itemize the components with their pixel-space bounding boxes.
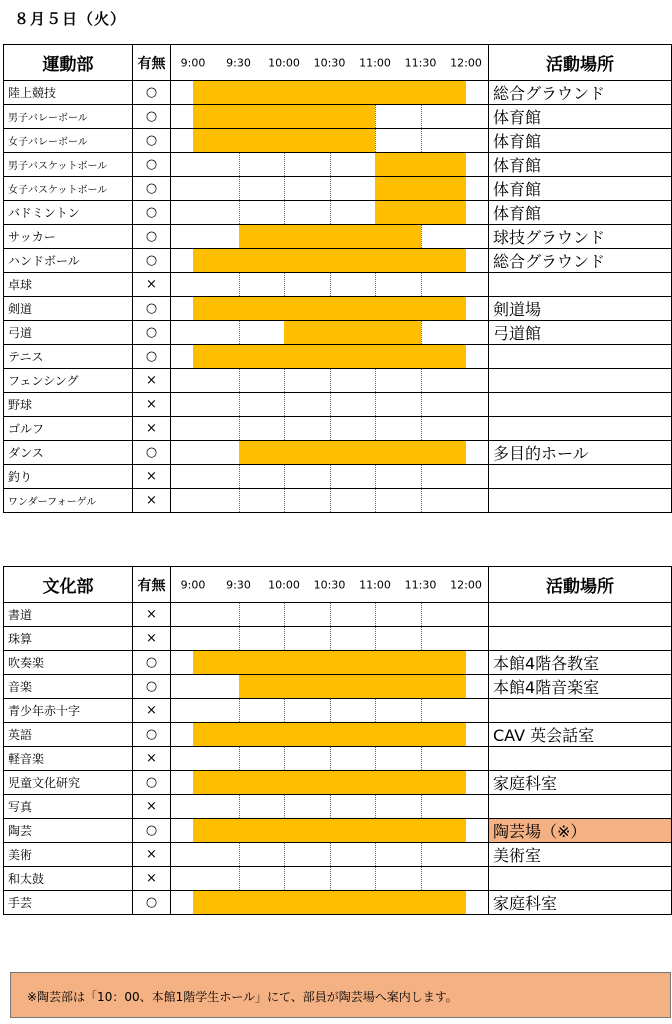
club-name: 卓球 [4, 273, 133, 297]
club-name: 音楽 [4, 675, 133, 699]
activity-time-bar [193, 723, 466, 746]
time-grid-line [330, 795, 331, 818]
time-grid-line [239, 273, 240, 296]
time-bar-cell [171, 891, 489, 915]
activity-place [489, 795, 672, 819]
activity-place [489, 627, 672, 651]
activity-status: ○ [133, 249, 171, 273]
activity-status: × [133, 747, 171, 771]
club-name: 剣道 [4, 297, 133, 321]
time-grid-line [239, 177, 240, 200]
time-grid-line [421, 627, 422, 650]
club-name: 野球 [4, 393, 133, 417]
activity-status: ○ [133, 675, 171, 699]
activity-place: 剣道場 [489, 297, 672, 321]
time-grid-line [421, 393, 422, 416]
table-row [4, 105, 672, 129]
time-grid-line [375, 369, 376, 392]
time-grid-line [421, 795, 422, 818]
time-grid-line [239, 369, 240, 392]
time-grid-line [239, 489, 240, 512]
time-grid-line [330, 153, 331, 176]
time-bar-cell [171, 129, 489, 153]
time-grid-line [284, 465, 285, 488]
activity-time-bar [239, 225, 421, 248]
activity-status: ○ [133, 321, 171, 345]
club-name: 美術 [4, 843, 133, 867]
activity-place: 体育館 [489, 201, 672, 225]
ceramics-note: ※陶芸部は「10：00、本館1階学生ホール」にて、部員が陶芸場へ案内します。 [10, 972, 671, 1018]
time-grid-line [284, 177, 285, 200]
sports-time-tick: 10:30 [313, 56, 346, 69]
activity-place: 体育館 [489, 105, 672, 129]
time-grid-line [421, 273, 422, 296]
culture-yn-header: 有無 [133, 567, 171, 603]
table-row [4, 297, 672, 321]
activity-status: ○ [133, 81, 171, 105]
time-bar-cell [171, 393, 489, 417]
club-name: 写真 [4, 795, 133, 819]
sports-time-tick: 10:00 [268, 56, 300, 69]
time-bar-cell [171, 795, 489, 819]
activity-place: 本館4階音楽室 [489, 675, 672, 699]
activity-place [489, 465, 672, 489]
club-name: 女子バレーボール [4, 129, 133, 153]
activity-status: ○ [133, 723, 171, 747]
time-grid-line [421, 225, 422, 248]
time-grid-line [421, 489, 422, 512]
activity-place: 本館4階各教室 [489, 651, 672, 675]
activity-place: 家庭科室 [489, 891, 672, 915]
activity-status: ○ [133, 891, 171, 915]
activity-status: × [133, 795, 171, 819]
activity-status: ○ [133, 297, 171, 321]
activity-place: CAV 英会話室 [489, 723, 672, 747]
sports-schedule-table [3, 44, 672, 513]
activity-place [489, 393, 672, 417]
activity-status: ○ [133, 129, 171, 153]
time-grid-line [239, 747, 240, 770]
activity-time-bar [239, 675, 467, 698]
time-bar-cell [171, 249, 489, 273]
table-row [4, 603, 672, 627]
time-grid-line [375, 417, 376, 440]
activity-status: × [133, 843, 171, 867]
time-grid-line [421, 747, 422, 770]
time-bar-cell [171, 603, 489, 627]
time-grid-line [330, 843, 331, 866]
activity-place: 家庭科室 [489, 771, 672, 795]
club-name: ダンス [4, 441, 133, 465]
table-row [4, 675, 672, 699]
time-grid-line [239, 867, 240, 890]
table-row [4, 867, 672, 891]
activity-time-bar [193, 81, 466, 104]
table-row [4, 345, 672, 369]
club-name: 軽音楽 [4, 747, 133, 771]
activity-time-bar [193, 105, 375, 128]
time-bar-cell [171, 273, 489, 297]
time-bar-cell [171, 627, 489, 651]
activity-time-bar [375, 153, 466, 176]
table-row [4, 441, 672, 465]
table-row [4, 129, 672, 153]
activity-time-bar [193, 651, 466, 674]
activity-place: 総合グラウンド [489, 249, 672, 273]
club-name: ハンドボール [4, 249, 133, 273]
time-bar-cell [171, 819, 489, 843]
activity-time-bar [239, 441, 467, 464]
club-name: 手芸 [4, 891, 133, 915]
time-bar-cell [171, 675, 489, 699]
time-bar-cell [171, 489, 489, 513]
sports-time-tick: 11:00 [359, 56, 391, 69]
activity-place: 多目的ホール [489, 441, 672, 465]
time-grid-line [284, 867, 285, 890]
time-grid-line [421, 369, 422, 392]
time-bar-cell [171, 225, 489, 249]
time-grid-line [421, 321, 422, 344]
activity-place: 球技グラウンド [489, 225, 672, 249]
time-grid-line [330, 465, 331, 488]
time-grid-line [330, 867, 331, 890]
time-grid-line [421, 417, 422, 440]
activity-status: × [133, 489, 171, 513]
activity-place: 総合グラウンド [489, 81, 672, 105]
club-name: フェンシング [4, 369, 133, 393]
time-grid-line [375, 699, 376, 722]
club-name: 弓道 [4, 321, 133, 345]
activity-place [489, 867, 672, 891]
date-title: ８月５日（火） [14, 10, 127, 28]
time-bar-cell [171, 651, 489, 675]
time-grid-line [330, 393, 331, 416]
activity-status: × [133, 465, 171, 489]
time-bar-cell [171, 201, 489, 225]
time-bar-cell [171, 177, 489, 201]
time-grid-line [239, 627, 240, 650]
club-name: バドミントン [4, 201, 133, 225]
activity-place [489, 489, 672, 513]
time-grid-line [421, 603, 422, 626]
table-row [4, 417, 672, 441]
time-grid-line [284, 393, 285, 416]
time-grid-line [330, 201, 331, 224]
sports-time-tick: 11:30 [404, 56, 437, 69]
club-name: 英語 [4, 723, 133, 747]
club-name: 釣り [4, 465, 133, 489]
time-bar-cell [171, 297, 489, 321]
time-grid-line [239, 153, 240, 176]
time-bar-cell [171, 345, 489, 369]
sports-place-header: 活動場所 [489, 45, 672, 81]
sports-time-header [171, 45, 489, 81]
table-row [4, 723, 672, 747]
table-row [4, 771, 672, 795]
table-row [4, 891, 672, 915]
club-name: 女子バスケットボール [4, 177, 133, 201]
activity-status: × [133, 393, 171, 417]
club-name: 吹奏楽 [4, 651, 133, 675]
table-row [4, 651, 672, 675]
club-name: テニス [4, 345, 133, 369]
activity-status: × [133, 627, 171, 651]
activity-status: ○ [133, 225, 171, 249]
sports-yn-header: 有無 [133, 45, 171, 81]
activity-status: ○ [133, 201, 171, 225]
activity-time-bar [193, 345, 466, 368]
club-name: 陶芸 [4, 819, 133, 843]
activity-place: 体育館 [489, 129, 672, 153]
time-grid-line [284, 603, 285, 626]
culture-time-tick: 9:00 [180, 578, 206, 591]
activity-place: 体育館 [489, 177, 672, 201]
table-row [4, 843, 672, 867]
activity-time-bar [375, 177, 466, 200]
sports-time-tick: 9:00 [180, 56, 206, 69]
time-grid-line [375, 105, 376, 128]
time-grid-line [421, 105, 422, 128]
sports-club-header: 運動部 [4, 45, 133, 81]
time-grid-line [284, 153, 285, 176]
activity-status: ○ [133, 177, 171, 201]
time-bar-cell [171, 417, 489, 441]
time-grid-line [284, 795, 285, 818]
activity-place: 体育館 [489, 153, 672, 177]
time-grid-line [375, 129, 376, 152]
time-grid-line [330, 273, 331, 296]
activity-place [489, 747, 672, 771]
activity-place [489, 369, 672, 393]
table-row [4, 153, 672, 177]
time-grid-line [421, 843, 422, 866]
club-name: 児童文化研究 [4, 771, 133, 795]
time-grid-line [284, 273, 285, 296]
culture-time-tick: 12:00 [450, 578, 482, 591]
culture-place-header: 活動場所 [489, 567, 672, 603]
activity-time-bar [193, 891, 466, 914]
club-name: 男子バスケットボール [4, 153, 133, 177]
time-bar-cell [171, 843, 489, 867]
table-row [4, 465, 672, 489]
sports-time-tick: 9:30 [226, 56, 251, 69]
activity-status: × [133, 273, 171, 297]
time-grid-line [421, 465, 422, 488]
culture-time-tick: 9:30 [226, 578, 251, 591]
activity-time-bar [193, 297, 466, 320]
table-row [4, 249, 672, 273]
activity-status: ○ [133, 651, 171, 675]
time-grid-line [375, 465, 376, 488]
activity-place [489, 345, 672, 369]
time-grid-line [330, 747, 331, 770]
time-grid-line [330, 603, 331, 626]
activity-time-bar [193, 771, 466, 794]
time-grid-line [239, 321, 240, 344]
table-row [4, 393, 672, 417]
time-bar-cell [171, 699, 489, 723]
time-grid-line [330, 417, 331, 440]
time-grid-line [421, 129, 422, 152]
activity-place [489, 699, 672, 723]
table-row [4, 201, 672, 225]
time-grid-line [284, 627, 285, 650]
time-bar-cell [171, 81, 489, 105]
culture-club-header: 文化部 [4, 567, 133, 603]
time-grid-line [239, 603, 240, 626]
club-name: 珠算 [4, 627, 133, 651]
table-row [4, 819, 672, 843]
time-bar-cell [171, 321, 489, 345]
time-grid-line [239, 201, 240, 224]
club-name: ワンダーフォーゲル [4, 489, 133, 513]
activity-place: 弓道館 [489, 321, 672, 345]
culture-time-tick: 11:30 [404, 578, 437, 591]
activity-status: × [133, 699, 171, 723]
time-grid-line [375, 489, 376, 512]
time-grid-line [284, 201, 285, 224]
time-grid-line [284, 489, 285, 512]
time-bar-cell [171, 369, 489, 393]
activity-time-bar [193, 129, 375, 152]
table-row [4, 273, 672, 297]
club-name: 陸上競技 [4, 81, 133, 105]
time-grid-line [284, 747, 285, 770]
activity-time-bar [284, 321, 421, 344]
activity-status: ○ [133, 345, 171, 369]
time-grid-line [375, 867, 376, 890]
time-grid-line [239, 843, 240, 866]
time-grid-line [375, 393, 376, 416]
time-grid-line [330, 699, 331, 722]
time-grid-line [239, 699, 240, 722]
time-grid-line [239, 795, 240, 818]
time-grid-line [375, 273, 376, 296]
time-grid-line [284, 699, 285, 722]
time-grid-line [421, 867, 422, 890]
culture-time-tick: 10:30 [313, 578, 346, 591]
time-grid-line [375, 843, 376, 866]
time-bar-cell [171, 867, 489, 891]
table-row [4, 627, 672, 651]
time-grid-line [284, 843, 285, 866]
activity-place [489, 603, 672, 627]
activity-time-bar [375, 201, 466, 224]
activity-status: × [133, 369, 171, 393]
time-grid-line [421, 699, 422, 722]
table-row [4, 747, 672, 771]
culture-schedule-table [3, 566, 672, 915]
time-grid-line [239, 393, 240, 416]
activity-status: ○ [133, 771, 171, 795]
club-name: 男子バレーボール [4, 105, 133, 129]
activity-status: ○ [133, 441, 171, 465]
time-grid-line [330, 369, 331, 392]
activity-status: × [133, 417, 171, 441]
activity-time-bar [193, 819, 466, 842]
culture-time-tick: 10:00 [268, 578, 300, 591]
club-name: ゴルフ [4, 417, 133, 441]
time-grid-line [375, 795, 376, 818]
club-name: 青少年赤十字 [4, 699, 133, 723]
time-grid-line [375, 627, 376, 650]
time-grid-line [330, 489, 331, 512]
table-row [4, 81, 672, 105]
time-grid-line [239, 465, 240, 488]
sports-time-tick: 12:00 [450, 56, 482, 69]
time-bar-cell [171, 441, 489, 465]
time-grid-line [284, 369, 285, 392]
activity-status: ○ [133, 153, 171, 177]
table-row [4, 795, 672, 819]
time-grid-line [375, 747, 376, 770]
time-grid-line [330, 627, 331, 650]
time-grid-line [330, 177, 331, 200]
club-name: サッカー [4, 225, 133, 249]
activity-status: × [133, 867, 171, 891]
activity-place [489, 417, 672, 441]
culture-time-tick: 11:00 [359, 578, 391, 591]
time-grid-line [284, 417, 285, 440]
time-bar-cell [171, 723, 489, 747]
club-name: 書道 [4, 603, 133, 627]
time-grid-line [239, 417, 240, 440]
time-bar-cell [171, 105, 489, 129]
activity-status: × [133, 603, 171, 627]
activity-time-bar [193, 249, 466, 272]
activity-place: 美術室 [489, 843, 672, 867]
table-row [4, 489, 672, 513]
time-bar-cell [171, 747, 489, 771]
activity-place [489, 273, 672, 297]
time-bar-cell [171, 465, 489, 489]
table-row [4, 369, 672, 393]
time-bar-cell [171, 771, 489, 795]
club-name: 和太鼓 [4, 867, 133, 891]
table-row [4, 699, 672, 723]
culture-time-header [171, 567, 489, 603]
time-grid-line [375, 603, 376, 626]
table-row [4, 225, 672, 249]
activity-status: ○ [133, 819, 171, 843]
time-bar-cell [171, 153, 489, 177]
table-row [4, 321, 672, 345]
activity-status: ○ [133, 105, 171, 129]
activity-place: 陶芸場（※） [489, 819, 672, 843]
table-row [4, 177, 672, 201]
